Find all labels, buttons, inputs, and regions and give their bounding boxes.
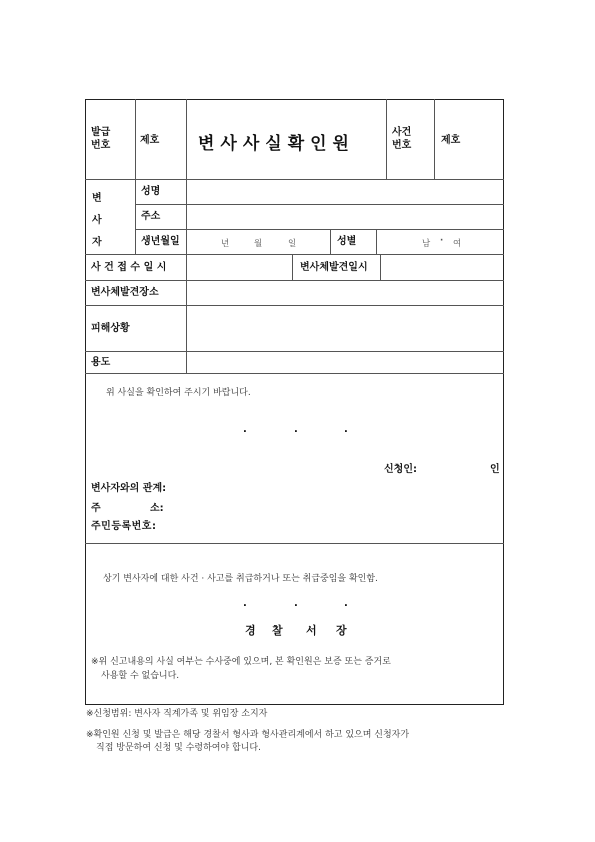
date-dot: .	[344, 598, 348, 609]
address-label: 주소	[141, 211, 161, 222]
rrn-field[interactable]	[172, 517, 372, 533]
requester-address-field[interactable]	[172, 499, 372, 515]
footer-note-2a: ※확인원 신청 및 발급은 해당 경찰서 형사과 형사관리계에서 하고 있으며 신청자가	[86, 730, 410, 740]
footer-note-1: ※신청범위: 변사자 직계가족 및 위임장 소지자	[86, 709, 268, 719]
relation-field[interactable]	[172, 479, 372, 495]
confirmation-text: 상기 변사자에 대한 사건 · 사고를 취급하거나 또는 취급중임을 확인함.	[103, 574, 378, 584]
case-no-label: 사건 번호	[392, 127, 412, 151]
case-no-field[interactable]: 제호	[441, 135, 461, 146]
address-field[interactable]	[187, 205, 503, 228]
divider	[386, 99, 387, 179]
seal-label: 인	[490, 464, 500, 475]
footer-note-2b: 직접 방문하여 신청 및 수령하여야 합니다.	[96, 743, 261, 753]
divider	[292, 254, 293, 280]
found-time-field[interactable]	[381, 255, 503, 279]
divider	[135, 179, 136, 254]
divider	[186, 99, 187, 179]
relation-label: 변사자와의 관계:	[91, 483, 167, 494]
station-chief-3: 서	[306, 624, 317, 637]
dob-month: 월	[254, 239, 263, 249]
gender-male[interactable]: 남	[422, 239, 431, 249]
station-chief-4: 장	[336, 624, 347, 637]
divider	[330, 229, 331, 254]
address-label-2: 소:	[150, 503, 164, 514]
received-time-field[interactable]	[187, 255, 291, 279]
date-dot: .	[344, 424, 348, 435]
dob-day: 일	[288, 239, 297, 249]
name-label: 성명	[141, 186, 161, 197]
station-chief-2: 찰	[272, 624, 283, 637]
date-dot: .	[294, 424, 298, 435]
issue-no-field[interactable]: 제호	[140, 135, 160, 146]
date-dot: .	[294, 598, 298, 609]
confirmation-note-1: ※위 신고내용의 사실 여부는 수사중에 있으며, 본 확인원은 보증 또는 증거로	[91, 657, 391, 667]
found-place-field[interactable]	[187, 281, 503, 304]
request-text: 위 사실을 확인하여 주시기 바랍니다.	[106, 388, 251, 398]
dob-year: 년	[221, 239, 230, 249]
divider	[376, 229, 377, 254]
divider	[85, 543, 504, 544]
date-dot: .	[243, 424, 247, 435]
applicant-label: 신청인:	[384, 464, 417, 475]
divider	[135, 229, 504, 230]
gender-separator: ·	[440, 236, 444, 246]
gender-female[interactable]: 여	[453, 239, 462, 249]
divider	[434, 99, 435, 179]
name-field[interactable]	[187, 180, 503, 203]
gender-label: 성별	[337, 236, 357, 247]
divider	[135, 99, 136, 179]
dob-label: 생년월일	[141, 236, 180, 247]
issue-no-label: 발급 번호	[91, 127, 111, 151]
date-dot: .	[243, 598, 247, 609]
station-chief-1: 경	[245, 624, 256, 637]
received-time-label: 사 건 접 수 일 시	[91, 262, 167, 273]
confirmation-note-2: 사용할 수 없습니다.	[101, 671, 180, 681]
purpose-label: 용도	[91, 357, 111, 368]
purpose-field[interactable]	[187, 352, 503, 372]
address-label-1: 주	[91, 503, 101, 514]
divider	[85, 373, 504, 374]
found-place-label: 변사체발견장소	[91, 287, 159, 298]
found-time-label: 변사체발견일시	[300, 262, 368, 273]
damage-field[interactable]	[187, 306, 503, 350]
damage-label: 피해상황	[91, 323, 130, 334]
rrn-label: 주민등록번호:	[91, 521, 157, 532]
page-title: 변사사실확인원	[198, 134, 355, 154]
deceased-label: 변 사 자	[92, 193, 102, 248]
applicant-field[interactable]	[422, 460, 484, 476]
